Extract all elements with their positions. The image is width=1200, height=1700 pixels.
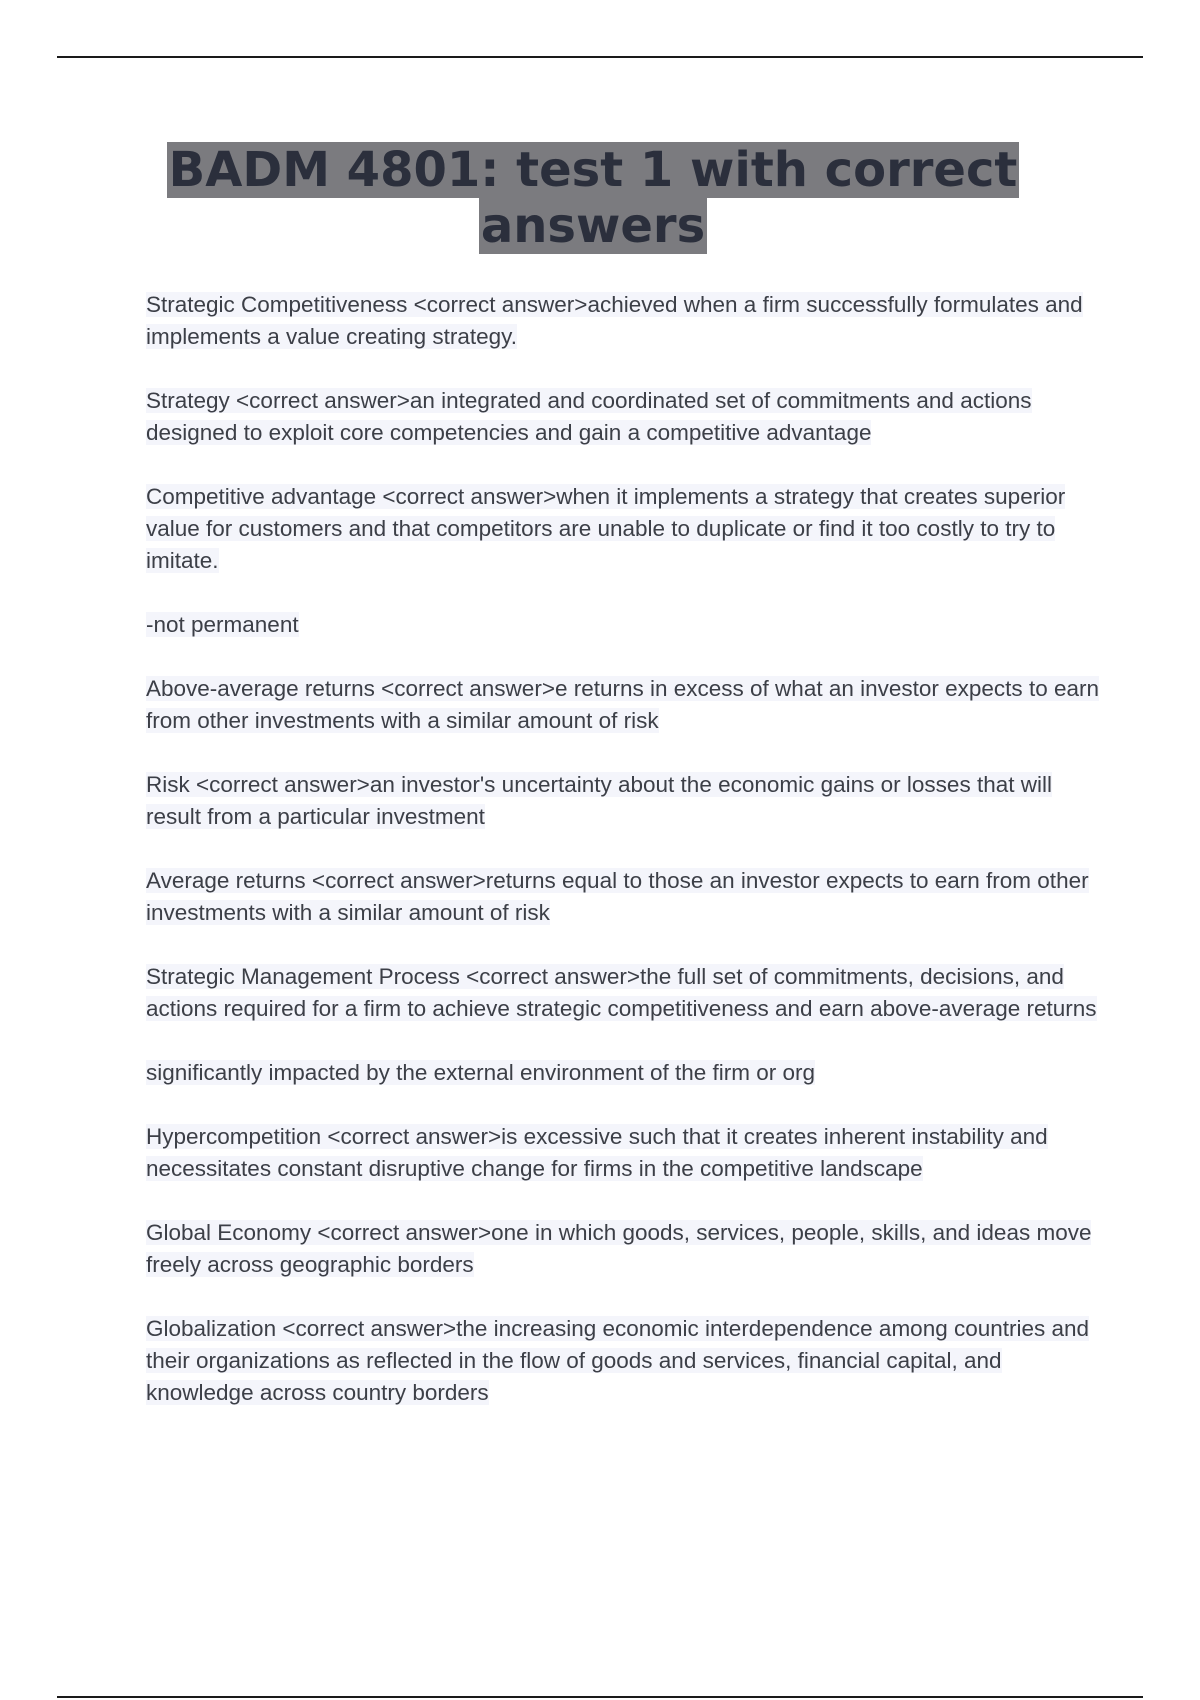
entry-strategic-management-process: Strategic Management Process <correct answer>the full set of commitments, decisions, and actions required for a firm to achieve strategic competitiveness and earn above-average returns xyxy=(146,964,1097,1021)
document-title xyxy=(140,142,1046,254)
entry-globalization: Globalization <correct answer>the increasing economic interdependence among countries and their organizations as reflected in the flow of goods and services, financial capital, and knowledge across country borders xyxy=(146,1316,1090,1405)
entry-average-returns: Average returns <correct answer>returns equal to those an investor expects to earn from other investments with a similar amount of risk xyxy=(146,868,1089,925)
bottom-rule xyxy=(57,1696,1143,1698)
entry-not-permanent: -not permanent xyxy=(146,612,299,637)
top-rule xyxy=(57,56,1143,58)
entry-hypercompetition: Hypercompetition <correct answer>is excessive such that it creates inherent instability and necessitates constant disruptive change for firms in the competitive landscape xyxy=(146,1124,1048,1181)
entry-strategic-competitiveness: Strategic Competitiveness <correct answer>achieved when a firm successfully formulates and implements a value creating strategy. xyxy=(146,292,1083,349)
entry-global-economy: Global Economy <correct answer>one in which goods, services, people, skills, and ideas move freely across geographic borders xyxy=(146,1220,1092,1277)
entry-above-average-returns: Above-average returns <correct answer>e returns in excess of what an investor expects to earn from other investments with a similar amount of risk xyxy=(146,676,1099,733)
entry-risk: Risk <correct answer>an investor's uncertainty about the economic gains or losses that will result from a particular investment xyxy=(146,772,1052,829)
entry-competitive-advantage: Competitive advantage <correct answer>when it implements a strategy that creates superior value for customers and that competitors are unable to duplicate or find it too costly to try to imitate. xyxy=(146,484,1066,573)
entry-strategy: Strategy <correct answer>an integrated and coordinated set of commitments and actions designed to exploit core competencies and gain a competitive advantage xyxy=(146,388,1032,445)
document-title-text: BADM 4801: test 1 with correct answers xyxy=(168,142,1018,254)
entry-external-environment: significantly impacted by the external environment of the firm or org xyxy=(146,1060,816,1085)
answer-list xyxy=(146,289,1101,1441)
